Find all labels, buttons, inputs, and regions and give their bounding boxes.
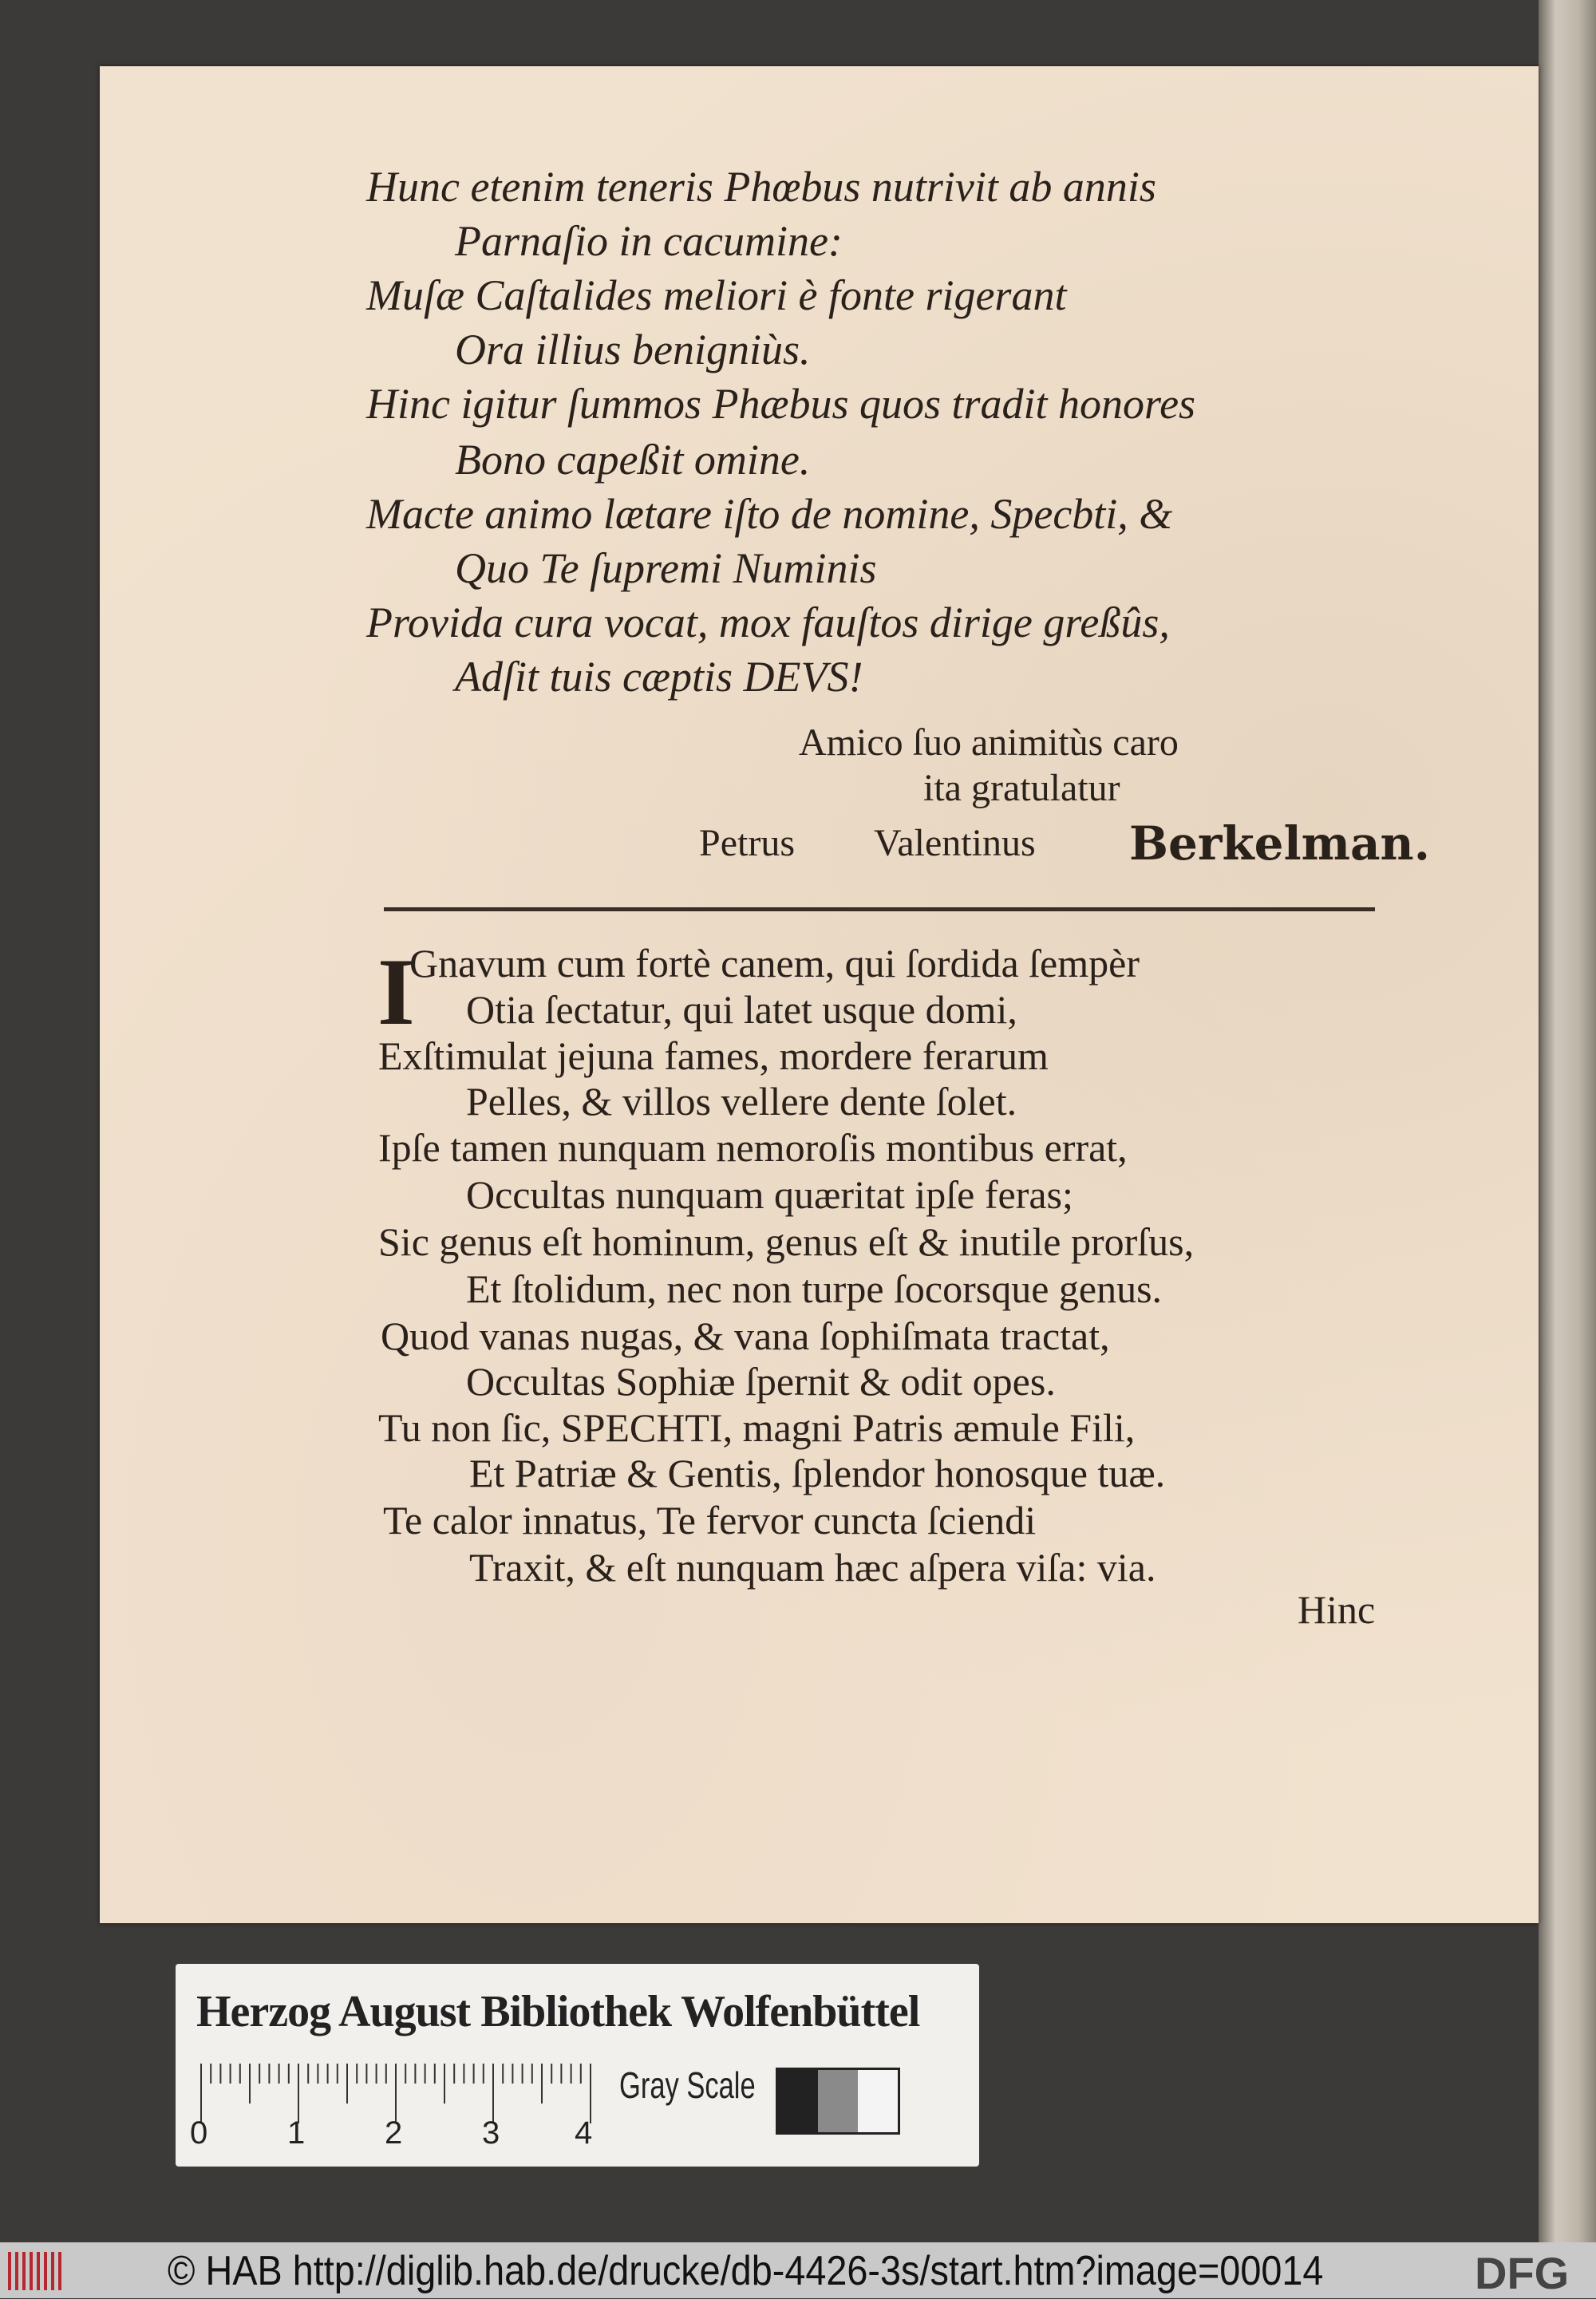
scale-number: 1 (287, 2115, 306, 2151)
poem2-line: Otia ſectatur, qui latet usque domi, (466, 987, 1017, 1032)
signature-line2: ita gratulatur (923, 767, 1120, 809)
poem2-line: Occultas nunquam quæritat ipſe feras; (466, 1172, 1073, 1217)
catchword: Hinc (1298, 1587, 1376, 1632)
swatch-black (778, 2070, 818, 2132)
scale-number: 0 (190, 2115, 208, 2151)
drop-cap: I (377, 938, 415, 1045)
copyright-url: © HAB http://diglib.hab.de/drucke/db-4426-3s/start.htm?image=00014 (168, 2248, 1324, 2294)
poem2-line: Ipſe tamen nunquam nemoroſis montibus errat, (378, 1125, 1128, 1170)
poem2-line: Te calor innatus, Te fervor cuncta ſciendi (383, 1498, 1037, 1543)
poem2-line: Exſtimulat jejuna fames, mordere ferarum (378, 1033, 1049, 1078)
signature-last-name: Berkelman. (1129, 816, 1430, 871)
poem2-line: Pelles, & villos vellere dente ſolet. (466, 1079, 1017, 1124)
poem1-line: Bono capeßit omine. (455, 436, 811, 484)
footer-bar (0, 2242, 1596, 2298)
poem1-line: Adſit tuis cæptis DEVS! (455, 653, 863, 701)
poem1-line: Macte animo lætare iſto de nomine, Specbti, & (366, 490, 1173, 538)
scale-number: 3 (482, 2115, 500, 2151)
section-divider (384, 907, 1375, 911)
color-reference-card (176, 1964, 979, 2167)
signature-middle-name: Valentinus (874, 822, 1036, 864)
poem1-line: Hunc etenim teneris Phœbus nutrivit ab annis (366, 163, 1156, 211)
dfg-logo: DFG (1475, 2248, 1570, 2298)
adjacent-page-edge (1539, 0, 1596, 2242)
poem1-line: Hinc igitur ſummos Phæbus quos tradit honores (366, 380, 1196, 428)
poem2-line: Quod vanas nugas, & vana ſophiſmata tractat, (381, 1313, 1110, 1358)
poem2-line: Traxit, & eſt nunquam hæc aſpera viſa: via. (469, 1545, 1156, 1590)
poem1-line: Parnaſio in cacumine: (455, 217, 843, 265)
book-page (100, 66, 1539, 1923)
signature-line1: Amico ſuo animitùs caro (799, 721, 1179, 764)
poem1-line: Muſæ Caſtalides meliori è fonte rigerant (366, 271, 1067, 319)
hab-logo-icon (8, 2252, 64, 2290)
library-name: Herzog August Bibliothek Wolfenbüttel (196, 1987, 920, 2036)
poem2-line: Sic genus eſt hominum, genus eſt & inutile prorſus, (378, 1219, 1195, 1264)
swatch-white (858, 2070, 898, 2132)
poem1-line: Ora illius benigniùs. (455, 326, 811, 373)
poem2-line: Tu non ſic, SPECHTI, magni Patris æmule Fili, (378, 1405, 1136, 1450)
poem1-line: Provida cura vocat, mox fauſtos dirige greßûs, (366, 598, 1170, 646)
swatch-gray (818, 2070, 858, 2132)
poem2-line: Et Patriæ & Gentis, ſplendor honosque tuæ. (469, 1451, 1166, 1495)
poem2-line: Et ſtolidum, nec non turpe ſocorsque genus. (466, 1266, 1163, 1311)
scale-number: 2 (385, 2115, 403, 2151)
poem2-line: Occultas Sophiæ ſpernit & odit opes. (466, 1359, 1056, 1404)
poem1-line: Quo Te ſupremi Numinis (455, 544, 877, 592)
gray-scale-swatch (776, 2068, 900, 2135)
gray-scale-label: Gray Scale (619, 2064, 756, 2106)
scale-number: 4 (575, 2115, 593, 2151)
signature-first-name: Petrus (699, 822, 795, 864)
poem2-line: Gnavum cum fortè canem, qui ſordida ſempèr (409, 941, 1140, 986)
